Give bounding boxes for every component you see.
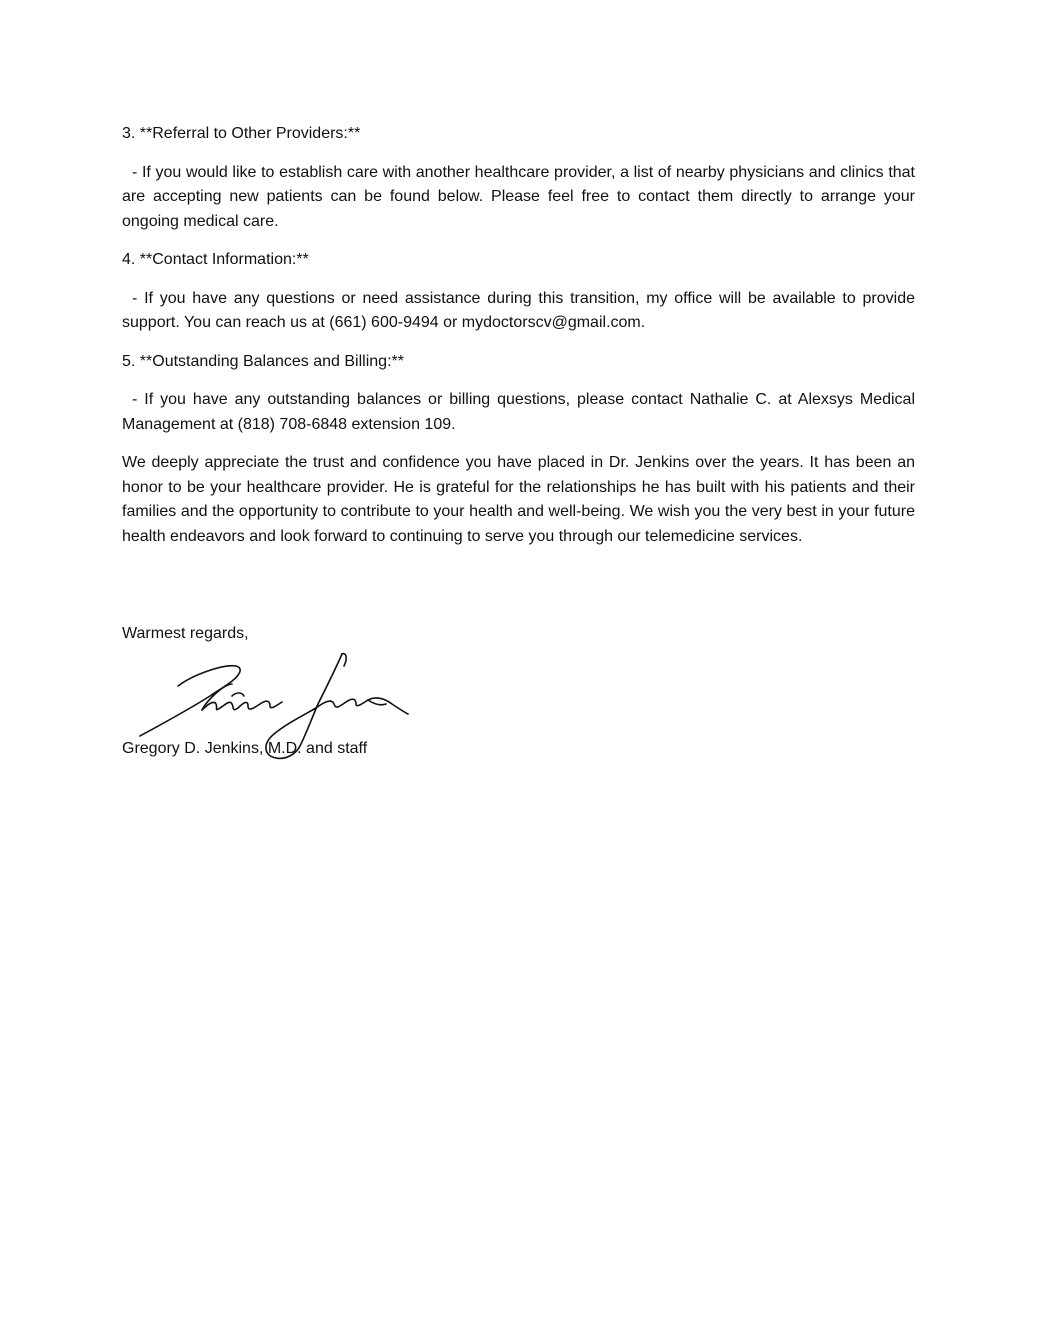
section-heading-contact: 4. **Contact Information:** <box>122 251 309 268</box>
signer-name: Gregory D. Jenkins, M.D. and staff <box>122 740 368 757</box>
section-heading-referral: 3. **Referral to Other Providers:** <box>122 125 361 142</box>
closing-salutation: Warmest regards, <box>122 625 249 642</box>
section-body-referral: - If you would like to establish care with another healthcare provider, a list of nearby physicians and clinics that are accepting new patients can be found below. Please feel free to contact them directly to arrange your ongoing medical care. <box>122 163 915 230</box>
section-body-billing: - If you have any outstanding balances or billing questions, please contact Nathalie C. at Alexsys Medical Management at (818) 708-6848 extension 109. <box>122 391 915 433</box>
section-body-contact: - If you have any questions or need assistance during this transition, my office will be available to provide support. You can reach us at (661) 600-9494 or mydoctorscv@gmail.com. <box>122 289 915 331</box>
closing-paragraph: We deeply appreciate the trust and confidence you have placed in Dr. Jenkins over the years. It has been an honor to be your healthcare provider. He is grateful for the relationships he has built with his patients and their families and the opportunity to contribute to your health and well-being. We wish you the very best in your future health endeavors and look forward to continuing to serve you through our telemedicine services. <box>122 454 915 545</box>
letter-body <box>122 122 915 549</box>
section-heading-billing: 5. **Outstanding Balances and Billing:** <box>122 352 404 370</box>
